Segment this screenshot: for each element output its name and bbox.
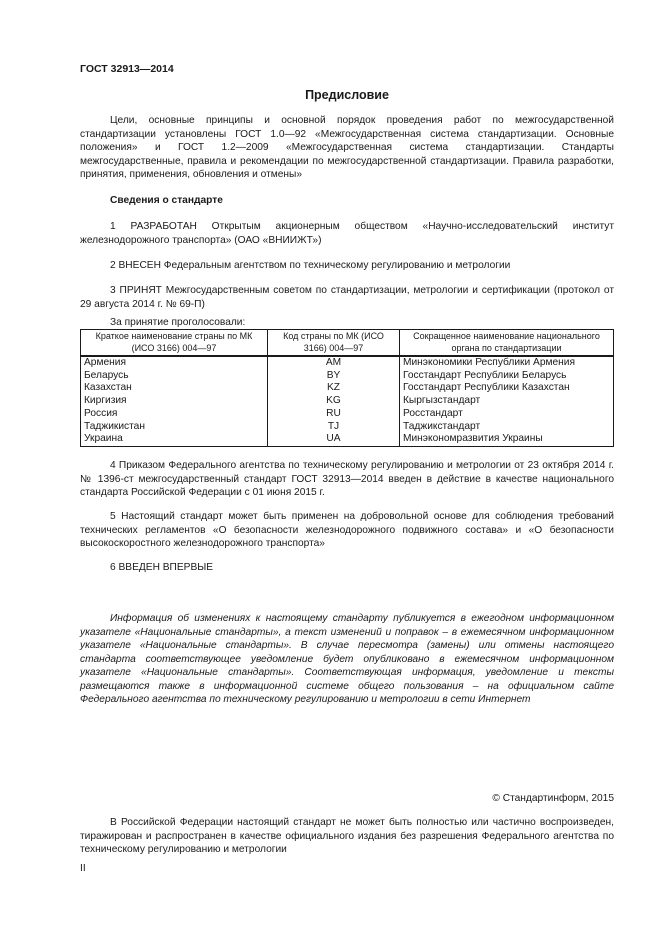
body-cell: Госстандарт Республики Беларусь [400, 370, 614, 383]
section-subheading: Сведения о стандарте [110, 195, 223, 206]
table-row [81, 421, 614, 434]
vote-table-header-row [81, 330, 614, 357]
table-row [81, 370, 614, 383]
country-cell: Армения [81, 356, 268, 370]
body-cell: Росстандарт [400, 408, 614, 421]
change-information-notice: Информация об изменениях к настоящему стандарту публикуется в ежегодном информационном указателе «Национальные стандарты», а текст изменений и поправок – в ежемесячном информационном указателе «Национальные стандарты». В случае пересмотра (замены) или отмены настоящего стандарта соответствующее уведомление будет опубликовано в ежемесячном информационном указателе «Национальные стандарты». Соответствующая информация, уведомление и тексты размещаются также в информационной системе общего пользования – на официальном сайте Федерального агентства по техническому регулированию и метрологии в сети Интернет [80, 613, 614, 705]
code-cell: UA [268, 433, 400, 446]
item-4-order: 4 Приказом Федерального агентства по техническому регулированию и метрологии от 23 октября 2014 г. № 1396-ст межгосударственный стандарт ГОСТ 32913—2014 введен в действие в качестве национального стандарта Российской Федерации с 01 июня 2015 г. [80, 460, 614, 498]
country-cell: Россия [81, 408, 268, 421]
reproduction-restriction-paragraph: В Российской Федерации настоящий стандарт не может быть полностью или частично воспроизведен, тиражирован и распространен в качестве официального издания без разрешения Федерального агентства по техническому регулированию и метрологии [80, 817, 614, 855]
vote-caption: За принятие проголосовали: [110, 317, 246, 328]
column-header-country: Краткое наименование страны по МК (ИСО 3166) 004—97 [81, 330, 268, 357]
country-cell: Беларусь [81, 370, 268, 383]
code-cell: KZ [268, 382, 400, 395]
body-cell: Таджикстандарт [400, 421, 614, 434]
country-cell: Украина [81, 433, 268, 446]
code-cell: AM [268, 356, 400, 370]
item-1-developed: 1 РАЗРАБОТАН Открытым акционерным обществом «Научно-исследовательский институт железнодорожного транспорта» (ОАО «ВНИИЖТ») [80, 221, 614, 246]
code-cell: BY [268, 370, 400, 383]
column-header-code: Код страны по МК (ИСО 3166) 004—97 [268, 330, 400, 357]
code-cell: TJ [268, 421, 400, 434]
code-cell: RU [268, 408, 400, 421]
page-title: Предисловие [305, 88, 389, 102]
country-cell: Таджикистан [81, 421, 268, 434]
body-cell: Госстандарт Республики Казахстан [400, 382, 614, 395]
page-number: II [80, 863, 86, 874]
table-row [81, 356, 614, 370]
table-row [81, 395, 614, 408]
vote-table [80, 329, 614, 447]
table-row [81, 408, 614, 421]
code-cell: KG [268, 395, 400, 408]
item-5-applicability: 5 Настоящий стандарт может быть применен на добровольной основе для соблюдения требований технических регламентов «О безопасности железнодорожного подвижного состава» и «О безопасности высокоскоростного железнодорожного транспорта» [80, 511, 614, 549]
column-header-body: Сокращенное наименование национального органа по стандартизации [400, 330, 614, 357]
table-row [81, 433, 614, 446]
table-row [81, 382, 614, 395]
standard-code-header: ГОСТ 32913—2014 [80, 63, 174, 75]
country-cell: Казахстан [81, 382, 268, 395]
body-cell: Минэкономики Республики Армения [400, 356, 614, 370]
copyright-notice: © Стандартинформ, 2015 [492, 793, 614, 804]
item-2-introduced: 2 ВНЕСЕН Федеральным агентством по техническому регулированию и метрологии [110, 260, 511, 271]
body-cell: Кыргызстандарт [400, 395, 614, 408]
body-cell: Минэкономразвития Украины [400, 433, 614, 446]
item-6-first-introduced: 6 ВВЕДЕН ВПЕРВЫЕ [110, 562, 214, 573]
intro-paragraph: Цели, основные принципы и основной порядок проведения работ по межгосударственной стандартизации установлены ГОСТ 1.0—92 «Межгосударственная система стандартизации. Основные положения» и ГОСТ 1.2—2009 «Межгосударственная система стандартизации. Стандарты межгосударственные, правила и рекомендации по межгосударственной стандартизации. Правила разработки, принятия, применения, обновления и отмены» [80, 115, 614, 180]
item-3-adopted: 3 ПРИНЯТ Межгосударственным советом по стандартизации, метрологии и сертификации (протокол от 29 августа 2014 г. № 69-П) [80, 285, 614, 310]
country-cell: Киргизия [81, 395, 268, 408]
